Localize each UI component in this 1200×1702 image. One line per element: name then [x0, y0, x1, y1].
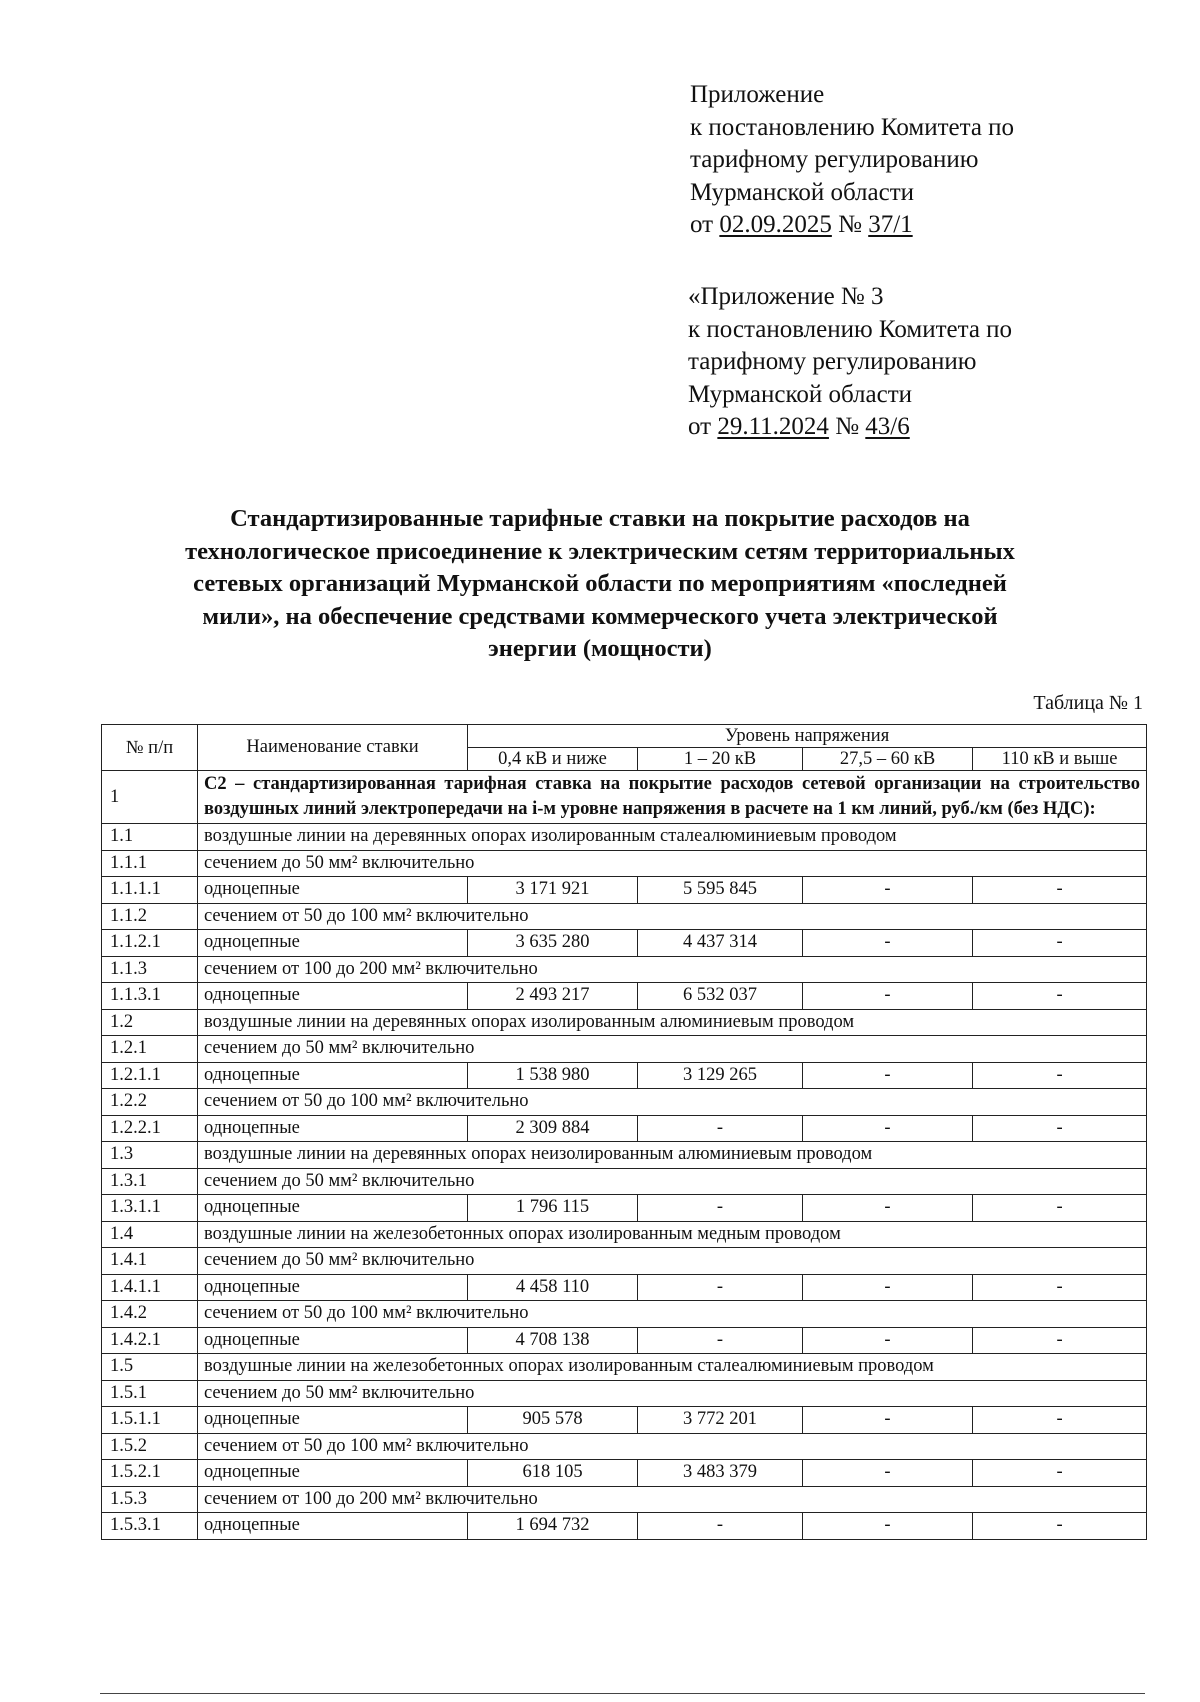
- row-num: 1.5.2: [102, 1433, 198, 1460]
- appendix-number: 37/1: [868, 211, 913, 238]
- table-row: [102, 1195, 1147, 1222]
- rate-value: 618 105: [468, 1460, 638, 1487]
- rate-value: -: [638, 1274, 803, 1301]
- row-num: 1.3.1: [102, 1168, 198, 1195]
- header-level-27-60kv: 27,5 – 60 кВ: [803, 748, 973, 771]
- row-name: воздушные линии на деревянных опорах изолированным сталеалюминиевым проводом: [198, 824, 1147, 851]
- row-num: 1.4: [102, 1221, 198, 1248]
- row-name: сечением от 100 до 200 мм² включительно: [198, 956, 1147, 983]
- rate-value: 4 708 138: [468, 1327, 638, 1354]
- row-num: 1.3.1.1: [102, 1195, 198, 1222]
- rate-value: -: [803, 877, 973, 904]
- rate-value: -: [803, 1327, 973, 1354]
- appendix-line: Мурманской области: [688, 380, 913, 408]
- page-bottom-rule: [100, 1693, 1145, 1694]
- row-num: 1.3: [102, 1142, 198, 1169]
- rate-value: -: [638, 1195, 803, 1222]
- row-num: 1.4.2: [102, 1301, 198, 1328]
- title-line: Стандартизированные тарифные ставки на покрытие расходов на: [230, 505, 970, 532]
- tariff-table: [101, 724, 1147, 1540]
- document-title: [100, 503, 1100, 666]
- row-num: 1.5.1: [102, 1380, 198, 1407]
- row-name: одноцепные: [198, 877, 468, 904]
- appendix-line: к постановлению Комитета по: [688, 315, 1013, 343]
- rate-value: 1 538 980: [468, 1062, 638, 1089]
- row-num: 1.2.1: [102, 1036, 198, 1063]
- rate-value: -: [973, 1460, 1147, 1487]
- row-num: 1.2.1.1: [102, 1062, 198, 1089]
- rate-value: -: [973, 1327, 1147, 1354]
- table-row: [102, 1142, 1147, 1169]
- header-level-110kv: 110 кВ и выше: [973, 748, 1147, 771]
- rate-value: 3 129 265: [638, 1062, 803, 1089]
- appendix-line: тарифному регулированию: [688, 348, 977, 375]
- rate-value: -: [803, 983, 973, 1010]
- date-prefix: от: [688, 413, 718, 440]
- rate-value: -: [803, 1274, 973, 1301]
- rate-value: -: [803, 1407, 973, 1434]
- row-num: 1.5: [102, 1354, 198, 1381]
- table-row: [102, 877, 1147, 904]
- table-row: [102, 1513, 1147, 1540]
- rate-value: 4 437 314: [638, 930, 803, 957]
- rate-value: -: [973, 983, 1147, 1010]
- row-name: воздушные линии на железобетонных опорах изолированным сталеалюминиевым проводом: [198, 1354, 1147, 1381]
- rate-value: -: [973, 1195, 1147, 1222]
- row-num: 1.4.2.1: [102, 1327, 198, 1354]
- table-row: [102, 1221, 1147, 1248]
- rate-value: 1 796 115: [468, 1195, 638, 1222]
- table-row: [102, 1407, 1147, 1434]
- rate-value: 2 309 884: [468, 1115, 638, 1142]
- table-row: [102, 1433, 1147, 1460]
- rate-value: 3 635 280: [468, 930, 638, 957]
- row-name: сечением до 50 мм² включительно: [198, 1380, 1147, 1407]
- row-num: 1.1: [102, 824, 198, 851]
- rate-value: -: [973, 1513, 1147, 1540]
- title-line: энергии (мощности): [488, 635, 712, 662]
- appendix-number: 43/6: [865, 413, 910, 440]
- table-row: [102, 1327, 1147, 1354]
- table-body: [102, 771, 1147, 1540]
- rate-value: 3 772 201: [638, 1407, 803, 1434]
- row-name: одноцепные: [198, 1115, 468, 1142]
- row-num: 1.4.1.1: [102, 1274, 198, 1301]
- number-prefix: №: [828, 413, 866, 440]
- rate-value: -: [973, 1407, 1147, 1434]
- row-num: 1.2: [102, 1009, 198, 1036]
- table-row: [102, 1168, 1147, 1195]
- section-num: 1: [102, 771, 198, 824]
- header-level-0-4kv: 0,4 кВ и ниже: [468, 748, 638, 771]
- table-row: [102, 850, 1147, 877]
- table-row: [102, 824, 1147, 851]
- number-prefix: №: [831, 211, 869, 238]
- row-name: одноцепные: [198, 1062, 468, 1089]
- rate-value: 3 171 921: [468, 877, 638, 904]
- table-row: [102, 1009, 1147, 1036]
- row-name: сечением от 50 до 100 мм² включительно: [198, 1089, 1147, 1116]
- header-level-1-20kv: 1 – 20 кВ: [638, 748, 803, 771]
- date-prefix: от: [690, 211, 720, 238]
- rate-value: -: [638, 1327, 803, 1354]
- row-name: сечением до 50 мм² включительно: [198, 1248, 1147, 1275]
- row-num: 1.2.2: [102, 1089, 198, 1116]
- row-name: одноцепные: [198, 1407, 468, 1434]
- appendix-line: «Приложение № 3: [688, 283, 884, 310]
- rate-value: 4 458 110: [468, 1274, 638, 1301]
- rate-value: -: [803, 1513, 973, 1540]
- rate-value: 905 578: [468, 1407, 638, 1434]
- table-row: [102, 983, 1147, 1010]
- appendix-line: Приложение: [690, 81, 825, 108]
- header-name: Наименование ставки: [198, 725, 468, 771]
- rate-value: -: [803, 930, 973, 957]
- table-row: [102, 1486, 1147, 1513]
- appendix-amended-header: [688, 281, 1012, 444]
- rate-value: -: [803, 1062, 973, 1089]
- row-num: 1.5.3: [102, 1486, 198, 1513]
- appendix-line: тарифному регулированию: [690, 146, 979, 173]
- table-row: [102, 930, 1147, 957]
- row-name: сечением от 50 до 100 мм² включительно: [198, 903, 1147, 930]
- table-caption: Таблица № 1: [1033, 692, 1143, 714]
- row-num: 1.1.1.1: [102, 877, 198, 904]
- table-row: [102, 1274, 1147, 1301]
- row-name: одноцепные: [198, 1513, 468, 1540]
- row-name: сечением от 50 до 100 мм² включительно: [198, 1433, 1147, 1460]
- row-num: 1.2.2.1: [102, 1115, 198, 1142]
- rate-value: -: [803, 1115, 973, 1142]
- row-num: 1.1.2.1: [102, 930, 198, 957]
- rate-value: 2 493 217: [468, 983, 638, 1010]
- table-row: [102, 956, 1147, 983]
- table-row: [102, 1460, 1147, 1487]
- row-name: воздушные линии на деревянных опорах неизолированным алюминиевым проводом: [198, 1142, 1147, 1169]
- row-num: 1.5.1.1: [102, 1407, 198, 1434]
- rate-value: -: [973, 1274, 1147, 1301]
- row-name: одноцепные: [198, 1195, 468, 1222]
- table-row: [102, 1301, 1147, 1328]
- row-num: 1.1.3.1: [102, 983, 198, 1010]
- rate-value: -: [973, 877, 1147, 904]
- row-name: одноцепные: [198, 983, 468, 1010]
- rate-value: -: [973, 930, 1147, 957]
- table-row: [102, 1062, 1147, 1089]
- table-row: [102, 1089, 1147, 1116]
- rate-value: -: [803, 1460, 973, 1487]
- table-row: [102, 1115, 1147, 1142]
- row-name: сечением от 50 до 100 мм² включительно: [198, 1301, 1147, 1328]
- appendix-date: 02.09.2025: [719, 211, 832, 238]
- table-row: [102, 1036, 1147, 1063]
- title-line: мили», на обеспечение средствами коммерческого учета электрической: [202, 602, 998, 630]
- row-num: 1.4.1: [102, 1248, 198, 1275]
- section-row: [102, 771, 1147, 824]
- row-name: сечением до 50 мм² включительно: [198, 850, 1147, 877]
- row-name: воздушные линии на деревянных опорах изолированным алюминиевым проводом: [198, 1009, 1147, 1036]
- rate-value: -: [638, 1115, 803, 1142]
- table-row: [102, 1248, 1147, 1275]
- rate-value: -: [973, 1115, 1147, 1142]
- title-line: сетевых организаций Мурманской области по мероприятиям «последней: [193, 570, 1007, 597]
- rate-value: -: [638, 1513, 803, 1540]
- rate-value: 6 532 037: [638, 983, 803, 1010]
- row-num: 1.5.3.1: [102, 1513, 198, 1540]
- rate-value: -: [973, 1062, 1147, 1089]
- row-name: воздушные линии на железобетонных опорах изолированным медным проводом: [198, 1221, 1147, 1248]
- appendix-line: к постановлению Комитета по: [690, 113, 1015, 141]
- rate-value: -: [803, 1195, 973, 1222]
- row-name: одноцепные: [198, 930, 468, 957]
- rate-value: 5 595 845: [638, 877, 803, 904]
- title-line: технологическое присоединение к электрическим сетям территориальных: [185, 537, 1015, 565]
- row-num: 1.1.2: [102, 903, 198, 930]
- row-name: сечением от 100 до 200 мм² включительно: [198, 1486, 1147, 1513]
- row-name: одноцепные: [198, 1327, 468, 1354]
- row-num: 1.5.2.1: [102, 1460, 198, 1487]
- table-row: [102, 1380, 1147, 1407]
- appendix-date: 29.11.2024: [717, 413, 829, 440]
- row-name: одноцепные: [198, 1460, 468, 1487]
- row-num: 1.1.1: [102, 850, 198, 877]
- rate-value: 1 694 732: [468, 1513, 638, 1540]
- table-row: [102, 1354, 1147, 1381]
- appendix-date-line: [688, 411, 1012, 444]
- row-name: одноцепные: [198, 1274, 468, 1301]
- appendix-date-line: [690, 209, 1014, 242]
- row-num: 1.1.3: [102, 956, 198, 983]
- row-name: сечением до 50 мм² включительно: [198, 1168, 1147, 1195]
- appendix-current-header: [690, 79, 1014, 242]
- table-row: [102, 903, 1147, 930]
- row-name: сечением до 50 мм² включительно: [198, 1036, 1147, 1063]
- header-num: № п/п: [102, 725, 198, 771]
- appendix-line: Мурманской области: [690, 178, 915, 206]
- rate-value: 3 483 379: [638, 1460, 803, 1487]
- header-voltage-level: Уровень напряжения: [468, 725, 1147, 748]
- section-title: С2 – стандартизированная тарифная ставка на покрытие расходов сетевой организации на строительство воздушных линий электропередачи на i-м уровне напряжения в расчете на 1 км линий, руб./км (без НДС):: [198, 771, 1147, 824]
